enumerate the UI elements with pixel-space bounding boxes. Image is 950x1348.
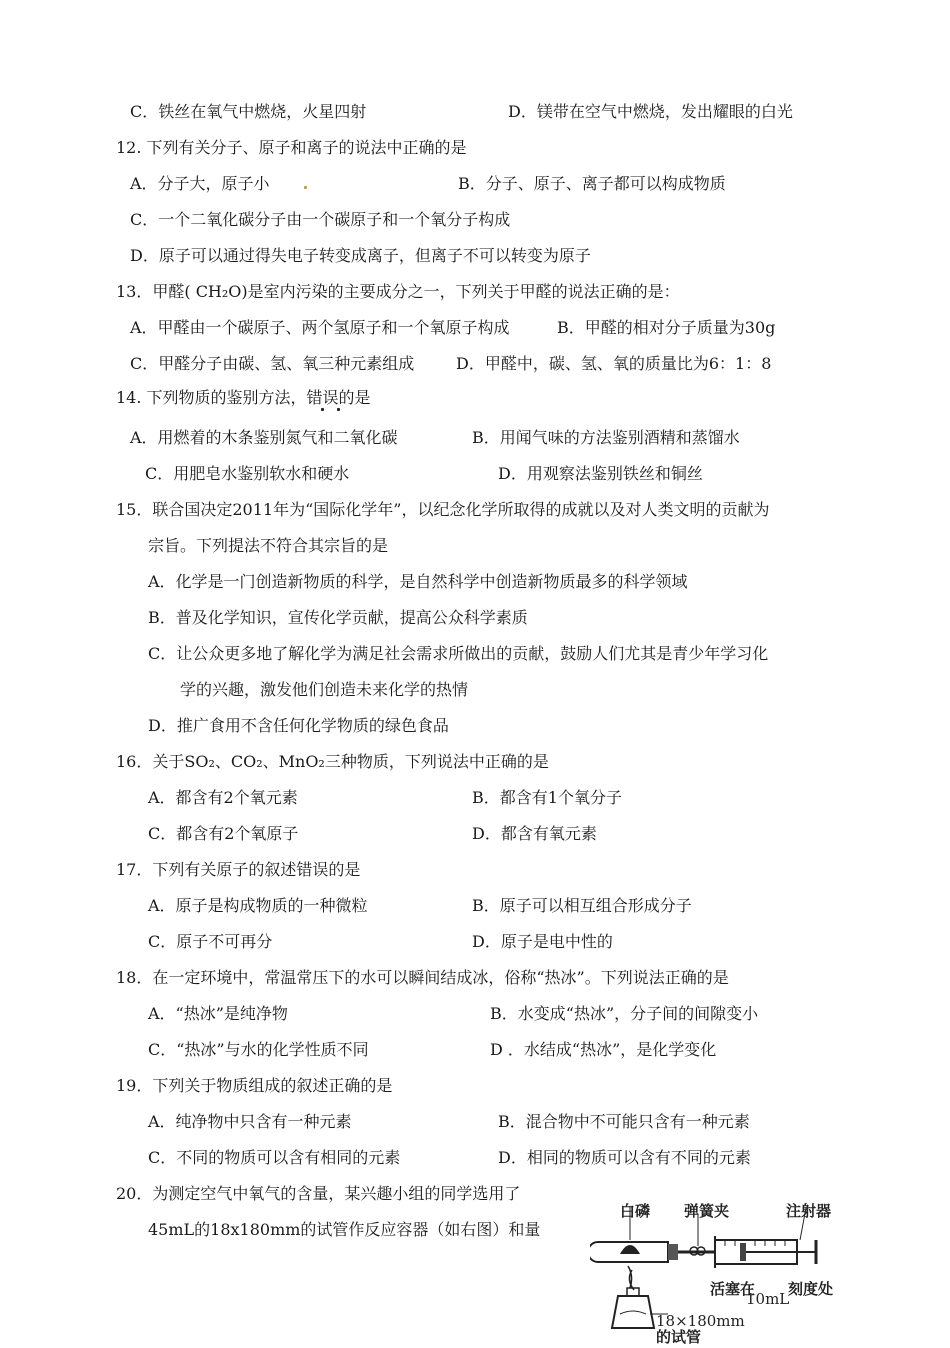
q13-option-b: B．甲醛的相对分子质量为30g (557, 318, 776, 337)
q14-option-c: C．用肥皂水鉴别软水和硬水 (145, 464, 350, 483)
label-tube: 的试管 (656, 1328, 702, 1346)
scan-speck (304, 186, 307, 189)
q11-option-d: D．镁带在空气中燃烧，发出耀眼的白光 (508, 102, 793, 121)
q15-option-b: B．普及化学知识，宣传化学贡献，提高公众科学素质 (148, 608, 528, 627)
q15-option-c: C．让公众更多地了解化学为满足社会需求所做出的贡献，鼓励人们尤其是青少年学习化 (148, 644, 769, 663)
label-piston: 活塞在 (710, 1280, 756, 1298)
q13-stem: 13．甲醛( CH₂O)是室内污染的主要成分之一，下列关于甲醛的说法正确的是： (116, 282, 680, 301)
q12-option-d: D．原子可以通过得失电子转变成离子，但离子不可以转变为原子 (130, 246, 591, 265)
label-10ml: 10mL (746, 1290, 790, 1308)
q16-option-a: A．都含有2个氧元素 (148, 788, 298, 807)
q12-stem: 12. 下列有关分子、原子和离子的说法中正确的是 (116, 138, 467, 157)
q16-option-b: B．都含有1个氧分子 (472, 788, 622, 807)
q17-option-b: B．原子可以相互组合形成分子 (472, 896, 692, 915)
q15-stem: 15．联合国决定2011年为“国际化学年”，以纪念化学所取得的成就以及对人类文明的贡献为 (116, 500, 770, 519)
label-size: 18×180mm (656, 1312, 745, 1330)
q19-option-c: C．不同的物质可以含有相同的元素 (148, 1148, 401, 1167)
q20-stem: 20．为测定空气中氧气的含量，某兴趣小组的同学选用了 (116, 1184, 521, 1203)
q11-option-c: C．铁丝在氧气中燃烧，火星四射 (130, 102, 367, 121)
q19-stem: 19．下列关于物质组成的叙述正确的是 (116, 1076, 393, 1095)
emphasis-dot (337, 408, 340, 411)
q18-option-a: A．“热冰”是纯净物 (148, 1004, 288, 1023)
q15-option-d: D．推广食用不含任何化学物质的绿色食品 (148, 716, 449, 735)
q19-option-a: A．纯净物中只含有一种元素 (148, 1112, 352, 1131)
label-scale: 刻度处 (788, 1280, 834, 1298)
q17-option-d: D．原子是电中性的 (472, 932, 613, 951)
q18-option-b: B．水变成“热冰”，分子间的间隙变小 (490, 1004, 759, 1023)
q12-option-a: A．分子大，原子小 (130, 174, 270, 193)
q12-option-c: C．一个二氧化碳分子由一个碳原子和一个氧分子构成 (130, 210, 511, 229)
q19-option-b: B．混合物中不可能只含有一种元素 (498, 1112, 750, 1131)
q14-option-d: D．用观察法鉴别铁丝和铜丝 (498, 464, 703, 483)
label-clamp: 弹簧夹 (684, 1202, 730, 1220)
label-syringe: 注射器 (786, 1202, 832, 1220)
q16-stem: 16．关于SO₂、CO₂、MnO₂三种物质，下列说法中正确的是 (116, 752, 549, 771)
q18-stem: 18．在一定环境中，常温常压下的水可以瞬间结成冰，俗称“热冰”。下列说法正确的是 (116, 968, 729, 987)
q15-option-a: A．化学是一门创造新物质的科学，是自然科学中创造新物质最多的科学领域 (148, 572, 688, 591)
q19-option-d: D．相同的物质可以含有不同的元素 (498, 1148, 751, 1167)
q14-stem: 14. 下列物质的鉴别方法，错误的是 (116, 388, 371, 407)
q15-stem-cont: 宗旨。下列提法不符合其宗旨的是 (148, 536, 389, 555)
q12-option-b: B．分子、原子、离子都可以构成物质 (458, 174, 726, 193)
q13-option-a: A．甲醛由一个碳原子、两个氢原子和一个氧原子构成 (130, 318, 510, 337)
q17-option-c: C．原子不可再分 (148, 932, 273, 951)
q14-option-b: B．用闻气味的方法鉴别酒精和蒸馏水 (472, 428, 740, 447)
q16-option-c: C．都含有2个氧原子 (148, 824, 299, 843)
q17-stem: 17．下列有关原子的叙述错误的是 (116, 860, 361, 879)
q17-option-a: A．原子是构成物质的一种微粒 (148, 896, 368, 915)
q18-option-d: D ．水结成“热冰”，是化学变化 (490, 1040, 717, 1059)
q16-option-d: D．都含有氧元素 (472, 824, 597, 843)
q13-option-d: D．甲醛中，碳、氢、氧的质量比为6：1：8 (456, 354, 772, 373)
q14-option-a: A．用燃着的木条鉴别氮气和二氧化碳 (130, 428, 398, 447)
emphasis-dot (321, 408, 324, 411)
apparatus-figure (590, 1196, 840, 1344)
label-phosphorus: 白磷 (620, 1202, 651, 1220)
q20-stem-cont: 45mL的18x180mm的试管作反应容器（如右图）和量 (148, 1220, 541, 1239)
q15-option-c-cont: 学的兴趣，激发他们创造未来化学的热情 (180, 680, 469, 699)
q18-option-c: C．“热冰”与水的化学性质不同 (148, 1040, 369, 1059)
q13-option-c: C．甲醛分子由碳、氢、氧三种元素组成 (130, 354, 415, 373)
